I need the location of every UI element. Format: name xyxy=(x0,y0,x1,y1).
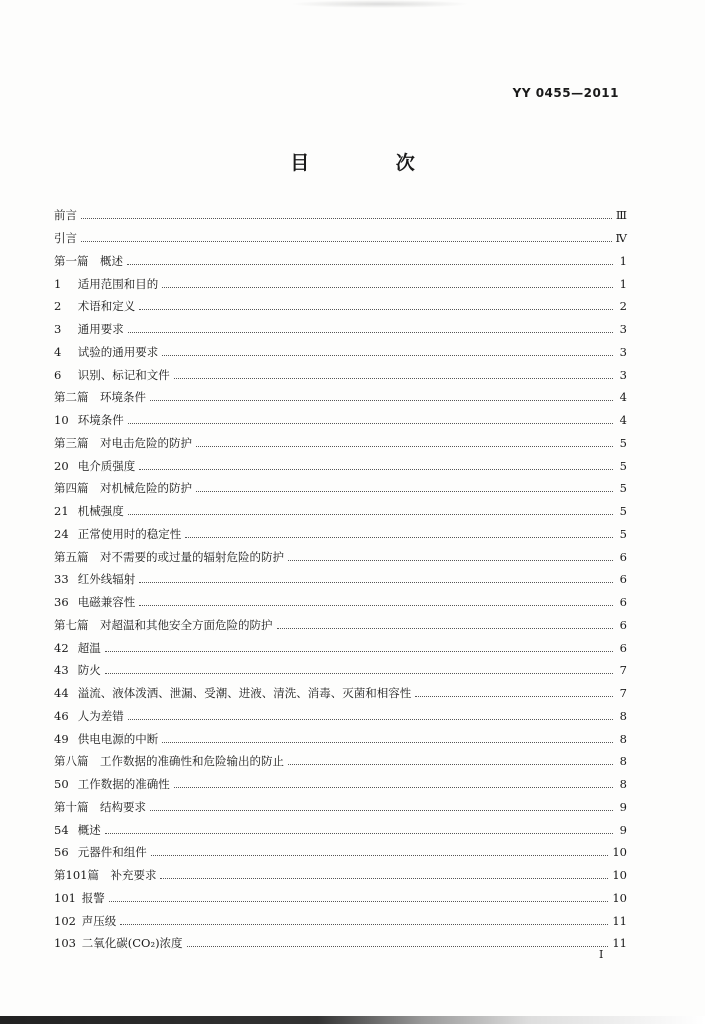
toc-entry-label: 第七篇 对超温和其他安全方面危险的防护 xyxy=(54,617,273,632)
toc-entry-number: 44 xyxy=(54,686,69,701)
table-of-contents xyxy=(54,204,627,955)
toc-entry[interactable] xyxy=(54,705,627,728)
dot-leader xyxy=(187,945,609,947)
toc-entry-page: 4 xyxy=(619,390,627,405)
dot-leader xyxy=(139,581,613,583)
dot-leader xyxy=(128,718,613,720)
toc-entry[interactable] xyxy=(54,477,627,500)
dot-leader xyxy=(81,217,612,219)
toc-entry-title xyxy=(54,549,288,565)
toc-entry-number: 2 xyxy=(54,299,62,314)
toc-entry-page: 3 xyxy=(619,344,627,359)
toc-entry-label: 环境条件 xyxy=(77,413,124,428)
dot-leader xyxy=(127,263,613,265)
toc-entry-page: 11 xyxy=(612,913,627,928)
dot-leader xyxy=(160,877,608,879)
standard-number: YY 0455—2011 xyxy=(512,86,619,100)
toc-entry-label: 第二篇 环境条件 xyxy=(54,390,146,405)
toc-entry-title xyxy=(54,640,105,656)
toc-entry-page: 8 xyxy=(619,708,627,723)
toc-entry[interactable] xyxy=(54,432,627,455)
page-title: 目 次 xyxy=(290,152,455,174)
toc-entry-number: 10 xyxy=(54,413,69,428)
toc-entry-page: Ⅲ xyxy=(615,208,627,223)
dot-leader xyxy=(105,650,613,652)
toc-entry-number: 54 xyxy=(54,822,69,837)
toc-entry-number: 21 xyxy=(54,504,69,519)
dot-leader xyxy=(162,741,613,743)
toc-entry-title xyxy=(54,913,120,929)
dot-leader xyxy=(139,308,613,310)
toc-entry[interactable] xyxy=(54,659,627,682)
toc-entry-page: 10 xyxy=(612,868,627,883)
toc-entry-page: 10 xyxy=(612,845,627,860)
toc-entry-number: 101 xyxy=(54,890,76,905)
dot-leader xyxy=(139,468,613,470)
toc-entry-page: Ⅳ xyxy=(615,231,627,246)
toc-entry-number: 49 xyxy=(54,731,69,746)
toc-entry-number: 46 xyxy=(54,708,69,723)
dot-leader xyxy=(109,900,609,902)
toc-entry-label: 声压级 xyxy=(81,913,117,928)
toc-entry-page: 5 xyxy=(619,435,627,450)
toc-entry-label: 电介质强度 xyxy=(77,458,136,473)
toc-entry-number: 20 xyxy=(54,458,69,473)
toc-entry[interactable] xyxy=(54,864,627,887)
scan-edge-shadow xyxy=(0,1016,705,1024)
toc-entry[interactable] xyxy=(54,454,627,477)
toc-entry-title xyxy=(54,367,174,383)
toc-entry-page: 1 xyxy=(619,253,627,268)
toc-entry[interactable] xyxy=(54,295,627,318)
toc-entry[interactable] xyxy=(54,887,627,910)
toc-entry[interactable] xyxy=(54,227,627,250)
toc-entry-label: 第一篇 概述 xyxy=(54,253,123,268)
toc-entry-number: 1 xyxy=(54,276,62,291)
toc-entry-page: 9 xyxy=(619,822,627,837)
dot-leader xyxy=(128,513,613,515)
toc-entry-page: 9 xyxy=(619,799,627,814)
toc-entry-number: 50 xyxy=(54,777,69,792)
toc-entry-label: 通用要求 xyxy=(77,322,124,337)
dot-leader xyxy=(120,923,608,925)
toc-entry-label: 报警 xyxy=(81,890,105,905)
toc-entry[interactable] xyxy=(54,250,627,273)
toc-entry-label: 第四篇 对机械危险的防护 xyxy=(54,481,192,496)
toc-entry-title xyxy=(54,207,81,223)
toc-entry-page: 6 xyxy=(619,572,627,587)
dot-leader xyxy=(151,854,609,856)
toc-entry-title xyxy=(54,753,288,769)
toc-entry-title xyxy=(54,708,128,724)
dot-leader xyxy=(105,832,613,834)
toc-entry-label: 人为差错 xyxy=(77,708,124,723)
toc-entry-page: 5 xyxy=(619,526,627,541)
toc-entry-number: 42 xyxy=(54,640,69,655)
toc-entry-title xyxy=(54,844,151,860)
toc-entry-page: 8 xyxy=(619,731,627,746)
toc-entry-title xyxy=(54,230,81,246)
dot-leader xyxy=(150,809,613,811)
toc-entry-title xyxy=(54,526,185,542)
dot-leader xyxy=(174,377,613,379)
toc-entry-label: 试验的通用要求 xyxy=(77,344,159,359)
dot-leader xyxy=(162,286,613,288)
toc-entry-page: 6 xyxy=(619,549,627,564)
toc-entry[interactable] xyxy=(54,841,627,864)
toc-entry-number: 3 xyxy=(54,322,62,337)
toc-entry-number: 56 xyxy=(54,845,69,860)
dot-leader xyxy=(288,763,613,765)
toc-entry-number: 24 xyxy=(54,526,69,541)
toc-entry[interactable] xyxy=(54,363,627,386)
toc-entry[interactable] xyxy=(54,523,627,546)
toc-entry-label: 电磁兼容性 xyxy=(77,595,136,610)
toc-entry-title xyxy=(54,731,162,747)
toc-entry-page: 11 xyxy=(612,936,627,951)
toc-entry[interactable] xyxy=(54,932,627,955)
toc-entry-title xyxy=(54,617,277,633)
toc-entry-page: 2 xyxy=(619,299,627,314)
toc-entry-number: 36 xyxy=(54,595,69,610)
dot-leader xyxy=(105,672,613,674)
dot-leader xyxy=(196,490,613,492)
toc-entry-title xyxy=(54,344,162,360)
toc-entry-number: 6 xyxy=(54,367,62,382)
toc-entry-label: 防火 xyxy=(77,663,101,678)
toc-entry[interactable] xyxy=(54,773,627,796)
dot-leader xyxy=(196,445,613,447)
toc-entry-label: 超温 xyxy=(77,640,101,655)
toc-entry-label: 元器件和组件 xyxy=(77,845,147,860)
toc-entry-label: 供电电源的中断 xyxy=(77,731,159,746)
toc-entry[interactable] xyxy=(54,409,627,432)
toc-entry-title xyxy=(54,571,139,587)
toc-entry[interactable] xyxy=(54,591,627,614)
toc-entry-label: 第五篇 对不需要的或过量的辐射危险的防护 xyxy=(54,549,284,564)
toc-entry-label: 引言 xyxy=(54,231,77,246)
toc-entry-page: 5 xyxy=(619,504,627,519)
toc-entry-label: 前言 xyxy=(54,208,77,223)
toc-entry[interactable] xyxy=(54,568,627,591)
toc-entry-title xyxy=(54,412,128,428)
toc-entry-page: 6 xyxy=(619,617,627,632)
toc-entry-page: 7 xyxy=(619,663,627,678)
toc-entry-label: 机械强度 xyxy=(77,504,124,519)
scan-artifact xyxy=(290,0,470,8)
toc-entry-title xyxy=(54,594,139,610)
toc-entry[interactable] xyxy=(54,727,627,750)
toc-entry-number: 102 xyxy=(54,913,76,928)
toc-entry-page: 8 xyxy=(619,777,627,792)
toc-entry-title xyxy=(54,935,187,951)
toc-entry-page: 7 xyxy=(619,686,627,701)
toc-entry-page: 6 xyxy=(619,595,627,610)
toc-entry[interactable] xyxy=(54,818,627,841)
toc-entry-number: 33 xyxy=(54,572,69,587)
toc-entry-title xyxy=(54,685,415,701)
toc-entry-title xyxy=(54,253,127,269)
dot-leader xyxy=(185,536,613,538)
dot-leader xyxy=(162,354,613,356)
toc-entry-title xyxy=(54,276,162,292)
toc-entry-label: 第三篇 对电击危险的防护 xyxy=(54,435,192,450)
toc-entry-title xyxy=(54,503,128,519)
dot-leader xyxy=(150,399,613,401)
dot-leader xyxy=(288,559,613,561)
dot-leader xyxy=(81,240,612,242)
dot-leader xyxy=(139,604,613,606)
toc-entry[interactable] xyxy=(54,796,627,819)
dot-leader xyxy=(415,695,613,697)
toc-entry-title xyxy=(54,435,196,451)
toc-entry-page: 5 xyxy=(619,481,627,496)
toc-entry-page: 10 xyxy=(612,890,627,905)
dot-leader xyxy=(128,331,613,333)
dot-leader xyxy=(277,627,614,629)
toc-entry-label: 适用范围和目的 xyxy=(77,276,159,291)
toc-entry-page: 8 xyxy=(619,754,627,769)
dot-leader xyxy=(174,786,613,788)
toc-entry-title xyxy=(54,389,150,405)
toc-entry-page: 4 xyxy=(619,413,627,428)
toc-entry[interactable] xyxy=(54,682,627,705)
toc-entry[interactable] xyxy=(54,614,627,637)
toc-entry-number: 103 xyxy=(54,936,76,951)
dot-leader xyxy=(128,422,613,424)
toc-entry[interactable] xyxy=(54,909,627,932)
toc-entry-label: 概述 xyxy=(77,822,101,837)
toc-entry-title xyxy=(54,776,174,792)
toc-entry-number: 4 xyxy=(54,344,62,359)
toc-entry-title xyxy=(54,298,139,314)
toc-entry[interactable] xyxy=(54,272,627,295)
toc-entry[interactable] xyxy=(54,545,627,568)
toc-entry-title xyxy=(54,867,160,883)
toc-entry[interactable] xyxy=(54,204,627,227)
toc-entry-page: 6 xyxy=(619,640,627,655)
toc-entry-label: 第101篇 补充要求 xyxy=(54,868,157,883)
toc-entry-page: 3 xyxy=(619,322,627,337)
toc-entry-label: 工作数据的准确性 xyxy=(77,777,170,792)
toc-entry-title xyxy=(54,822,105,838)
toc-entry-title xyxy=(54,662,105,678)
toc-entry-title xyxy=(54,321,128,337)
toc-entry-title xyxy=(54,480,196,496)
toc-entry-number: 43 xyxy=(54,663,69,678)
page-number: I xyxy=(599,948,604,961)
toc-entry-label: 溢流、液体泼洒、泄漏、受潮、进液、清洗、消毒、灭菌和相容性 xyxy=(77,686,412,701)
toc-entry-page: 3 xyxy=(619,367,627,382)
toc-entry[interactable] xyxy=(54,341,627,364)
toc-entry-label: 第十篇 结构要求 xyxy=(54,799,146,814)
toc-entry-title xyxy=(54,799,150,815)
toc-entry[interactable] xyxy=(54,636,627,659)
toc-entry-label: 术语和定义 xyxy=(77,299,136,314)
toc-entry[interactable] xyxy=(54,318,627,341)
toc-entry-title xyxy=(54,890,109,906)
toc-entry[interactable] xyxy=(54,750,627,773)
toc-entry-page: 5 xyxy=(619,458,627,473)
toc-entry-label: 正常使用时的稳定性 xyxy=(77,526,182,541)
toc-entry-label: 第八篇 工作数据的准确性和危险输出的防止 xyxy=(54,754,284,769)
toc-entry-label: 识别、标记和文件 xyxy=(77,367,170,382)
toc-entry[interactable] xyxy=(54,500,627,523)
toc-entry-page: 1 xyxy=(619,276,627,291)
toc-entry-label: 二氧化碳(CO₂)浓度 xyxy=(81,936,183,951)
toc-entry-label: 红外线辐射 xyxy=(77,572,136,587)
toc-entry-title xyxy=(54,458,139,474)
toc-entry[interactable] xyxy=(54,386,627,409)
